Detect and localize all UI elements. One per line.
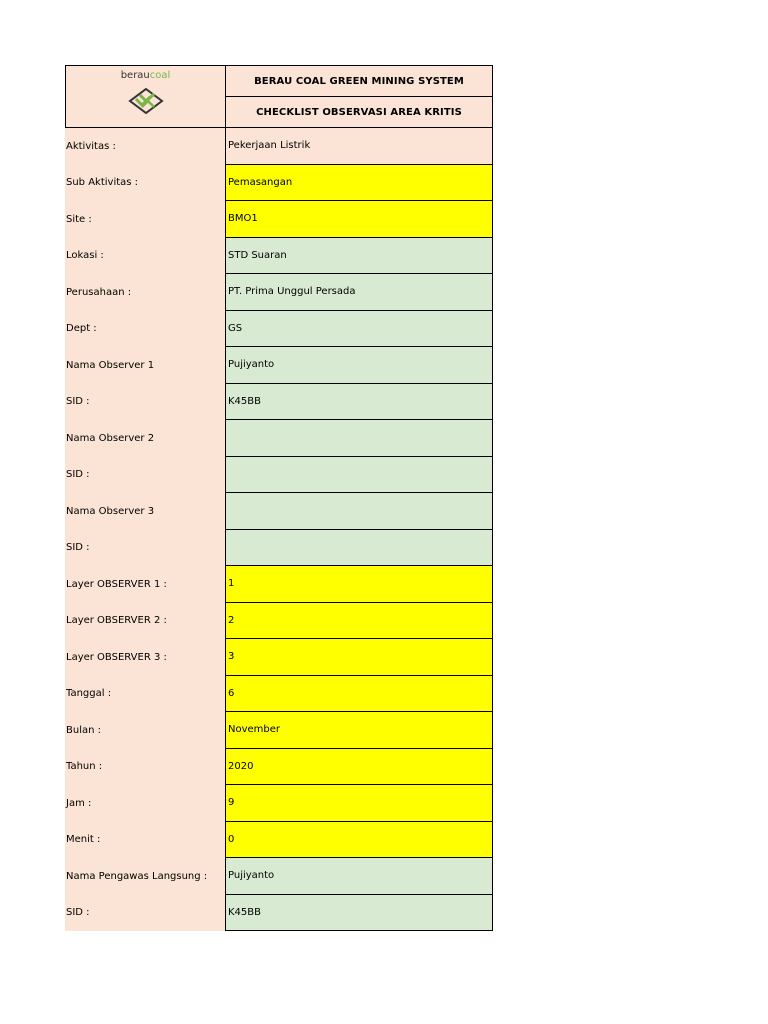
form-row bbox=[65, 530, 493, 567]
field-label: Nama Observer 3 bbox=[65, 493, 225, 530]
field-value[interactable]: 1 bbox=[225, 566, 493, 603]
company-logo-text bbox=[121, 70, 171, 82]
field-label: Jam : bbox=[65, 785, 225, 822]
field-value[interactable]: Pekerjaan Listrik bbox=[225, 128, 493, 165]
field-label: Aktivitas : bbox=[65, 128, 225, 165]
form-row bbox=[65, 785, 493, 822]
form-row bbox=[65, 457, 493, 494]
form-subtitle: CHECKLIST OBSERVASI AREA KRITIS bbox=[256, 106, 462, 118]
field-label: Layer OBSERVER 1 : bbox=[65, 566, 225, 603]
field-label: SID : bbox=[65, 384, 225, 421]
form-rows bbox=[65, 128, 493, 931]
field-label: Tahun : bbox=[65, 749, 225, 786]
field-label: SID : bbox=[65, 530, 225, 567]
form-row bbox=[65, 676, 493, 713]
field-value[interactable]: 3 bbox=[225, 639, 493, 676]
field-label: Perusahaan : bbox=[65, 274, 225, 311]
field-value[interactable] bbox=[225, 493, 493, 530]
form-row bbox=[65, 311, 493, 348]
form-row bbox=[65, 858, 493, 895]
field-label: Bulan : bbox=[65, 712, 225, 749]
field-label: Site : bbox=[65, 201, 225, 238]
berau-coal-logo-icon bbox=[128, 86, 164, 116]
field-value[interactable]: BMO1 bbox=[225, 201, 493, 238]
form-row bbox=[65, 201, 493, 238]
field-label: Tanggal : bbox=[65, 676, 225, 713]
field-value[interactable]: GS bbox=[225, 311, 493, 348]
logo-cell bbox=[66, 66, 226, 127]
field-value[interactable] bbox=[225, 420, 493, 457]
field-label: Menit : bbox=[65, 822, 225, 859]
field-label: Layer OBSERVER 3 : bbox=[65, 639, 225, 676]
field-label: Dept : bbox=[65, 311, 225, 348]
field-label: Nama Observer 2 bbox=[65, 420, 225, 457]
form-row bbox=[65, 384, 493, 421]
field-label: Layer OBSERVER 2 : bbox=[65, 603, 225, 640]
form-row bbox=[65, 603, 493, 640]
field-label: Sub Aktivitas : bbox=[65, 165, 225, 202]
field-label: Nama Pengawas Langsung : bbox=[65, 858, 225, 895]
field-label: Nama Observer 1 bbox=[65, 347, 225, 384]
form-row bbox=[65, 238, 493, 275]
field-value[interactable]: 6 bbox=[225, 676, 493, 713]
field-value[interactable]: 9 bbox=[225, 785, 493, 822]
logo-text-coal: coal bbox=[149, 70, 171, 81]
logo-text-berau: berau bbox=[120, 70, 150, 81]
field-value[interactable]: Pujiyanto bbox=[225, 347, 493, 384]
field-label: SID : bbox=[65, 895, 225, 932]
form-row bbox=[65, 420, 493, 457]
form-row bbox=[65, 274, 493, 311]
form-header bbox=[65, 65, 493, 128]
form-row bbox=[65, 566, 493, 603]
field-label: Lokasi : bbox=[65, 238, 225, 275]
field-label: SID : bbox=[65, 457, 225, 494]
title-cell bbox=[226, 66, 492, 127]
form-row bbox=[65, 165, 493, 202]
field-value[interactable]: PT. Prima Unggul Persada bbox=[225, 274, 493, 311]
field-value[interactable]: K45BB bbox=[225, 384, 493, 421]
form-row bbox=[65, 895, 493, 932]
field-value[interactable]: 2020 bbox=[225, 749, 493, 786]
form-row bbox=[65, 749, 493, 786]
field-value[interactable]: Pujiyanto bbox=[225, 858, 493, 895]
form-row bbox=[65, 639, 493, 676]
checklist-form bbox=[65, 65, 493, 931]
field-value[interactable]: STD Suaran bbox=[225, 238, 493, 275]
form-row bbox=[65, 493, 493, 530]
field-value[interactable]: November bbox=[225, 712, 493, 749]
form-row bbox=[65, 128, 493, 165]
field-value[interactable]: 0 bbox=[225, 822, 493, 859]
field-value[interactable]: Pemasangan bbox=[225, 165, 493, 202]
form-row bbox=[65, 822, 493, 859]
field-value[interactable] bbox=[225, 530, 493, 567]
form-title: BERAU COAL GREEN MINING SYSTEM bbox=[226, 66, 492, 97]
field-value[interactable]: 2 bbox=[225, 603, 493, 640]
form-row bbox=[65, 347, 493, 384]
form-row bbox=[65, 712, 493, 749]
field-value[interactable] bbox=[225, 457, 493, 494]
field-value[interactable]: K45BB bbox=[225, 895, 493, 932]
